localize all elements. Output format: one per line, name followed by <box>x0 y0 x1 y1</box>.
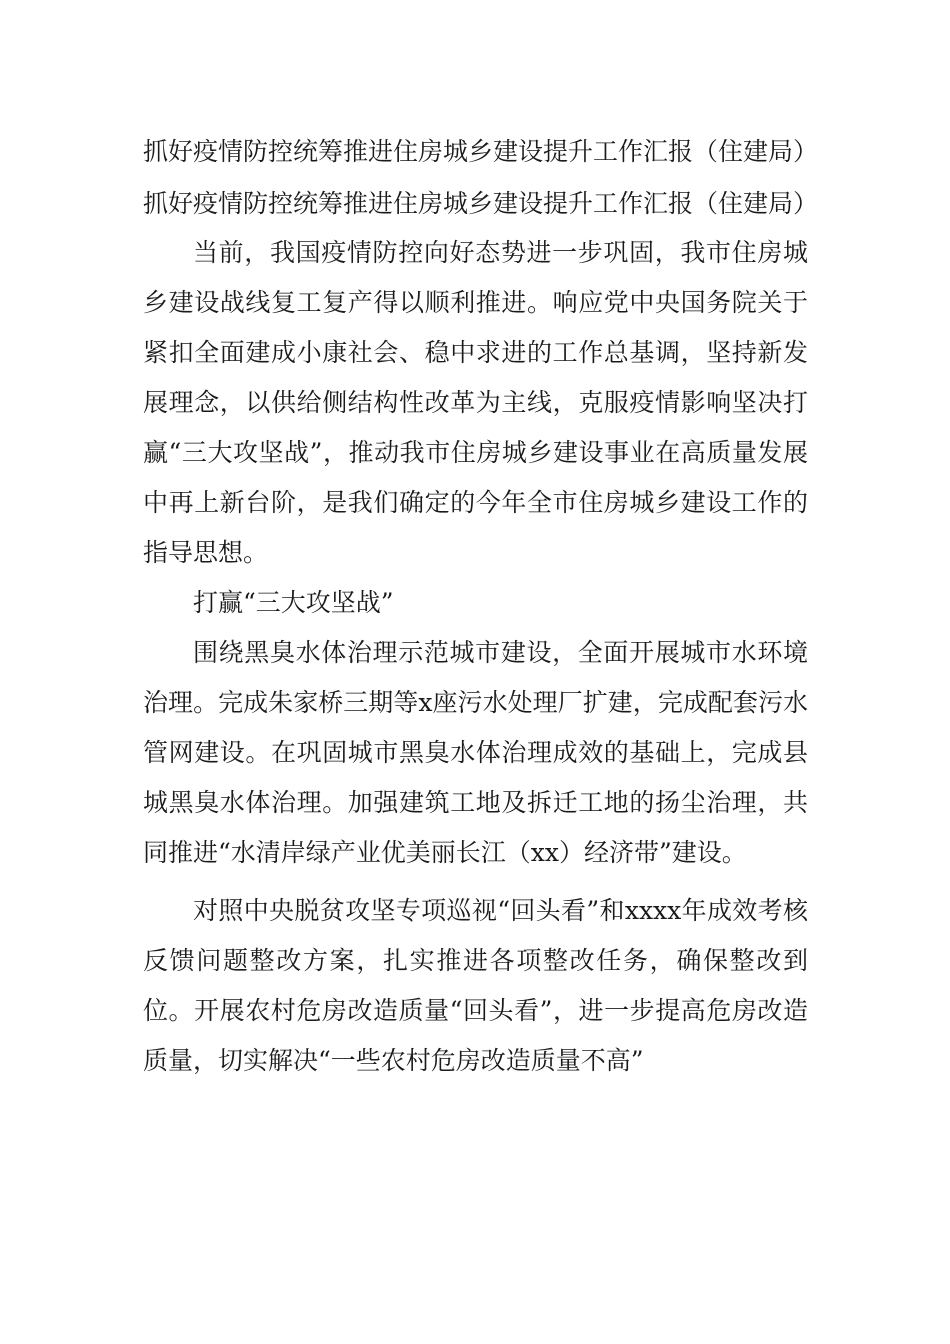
document-page <box>143 128 819 1086</box>
section-heading: 打赢“三大攻坚战” <box>193 588 394 617</box>
document-subtitle: 抓好疫情防控统筹推进住房城乡建设提升工作汇报（住建局） <box>143 189 819 218</box>
paragraph-intro: 当前，我国疫情防控向好态势进一步巩固，我市住房城乡建设战线复工复产得以顺利推进。响应党中央国务院关于紧扣全面建成小康社会、稳中求进的工作总基调，坚持新发展理念，以供给侧结构性改革为主线，克服疫情影响坚决打赢“三大攻坚战”，推动我市住房城乡建设事业在高质量发展中再上新台阶，是我们确定的今年全市住房城乡建设工作的指导思想。 <box>143 238 808 567</box>
paragraph-poverty: 对照中央脱贫攻坚专项巡视“回头看”和xxxx年成效考核反馈问题整改方案，扎实推进各项整改任务，确保整改到位。开展农村危房改造质量“回头看”，进一步提高危房改造质量，切实解决“一些农村危房改造质量不高” <box>143 896 808 1075</box>
paragraph-water: 围绕黑臭水体治理示范城市建设，全面开展城市水环境治理。完成朱家桥三期等x座污水处理厂扩建，完成配套污水管网建设。在巩固城市黑臭水体治理成效的基础上，完成县城黑臭水体治理。加强建筑工地及拆迁工地的扬尘治理，共同推进“水清岸绿产业优美丽长江（xx）经济带”建设。 <box>143 638 808 867</box>
document-title: 抓好疫情防控统筹推进住房城乡建设提升工作汇报（住建局） <box>143 137 819 166</box>
